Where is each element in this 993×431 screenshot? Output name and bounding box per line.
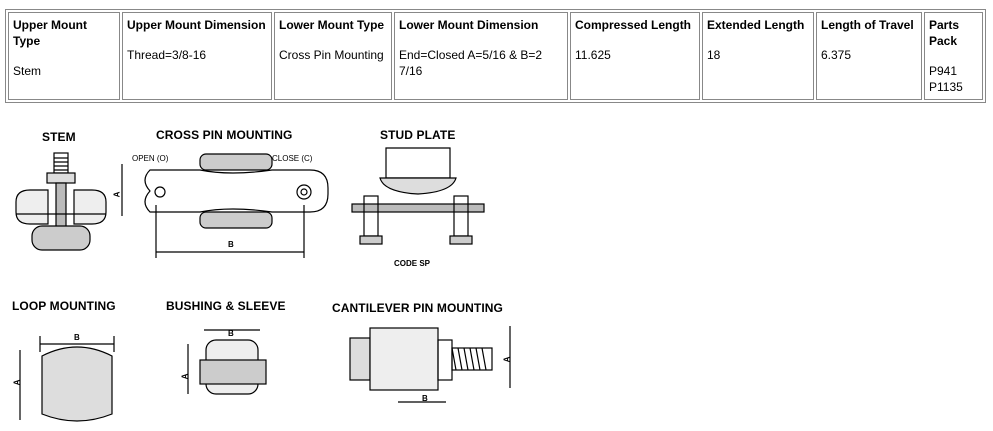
header-cell-lower-mount-dimension: Lower Mount Dimension End=Closed A=5/16 & B=2 7/16: [394, 12, 568, 100]
cross-pin-drawing: [122, 154, 328, 258]
label-stem: STEM: [42, 130, 76, 144]
value-lower-mount-type: Cross Pin Mounting: [279, 48, 384, 62]
stem-drawing: [16, 153, 106, 250]
value-upper-mount-dimension: Thread=3/8-16: [127, 48, 207, 62]
dim-a-cross-pin: A: [112, 191, 122, 198]
dim-a-bushing: A: [180, 373, 190, 380]
header-cell-upper-mount-type: Upper Mount Type Stem: [8, 12, 120, 100]
header-cell-lower-mount-type: Lower Mount Type Cross Pin Mounting: [274, 12, 392, 100]
value-compressed-length: 11.625: [575, 48, 611, 62]
header-cell-parts-pack: Parts Pack P941 P1135: [924, 12, 983, 100]
label-bushing-sleeve: BUSHING & SLEEVE: [166, 299, 286, 313]
dim-a-cantilever: A: [502, 356, 512, 363]
header-cell-compressed-length: Compressed Length 11.625: [570, 12, 700, 100]
value-parts-pack: P941 P1135: [929, 64, 963, 94]
stud-plate-drawing: [352, 148, 484, 244]
label-open: OPEN (O): [132, 154, 169, 163]
dim-b-cross-pin: B: [228, 240, 234, 249]
value-upper-mount-type: Stem: [13, 64, 42, 78]
value-lower-mount-dimension: End=Closed A=5/16 & B=2 7/16: [399, 48, 543, 78]
dim-b-loop: B: [74, 333, 80, 342]
label-cantilever-pin-mounting: CANTILEVER PIN MOUNTING: [332, 301, 503, 315]
cantilever-drawing: [350, 326, 510, 402]
header-cell-upper-mount-dimension: Upper Mount Dimension Thread=3/8-16: [122, 12, 272, 100]
value-extended-length: 18: [707, 48, 721, 62]
label-code-sp: CODE SP: [394, 259, 431, 268]
dim-a-loop: A: [12, 379, 22, 386]
loop-drawing: [20, 336, 114, 421]
label-stud-plate: STUD PLATE: [380, 128, 456, 142]
bushing-drawing: [188, 330, 266, 394]
label-close: CLOSE (C): [272, 154, 313, 163]
header-cell-length-of-travel: Length of Travel 6.375: [816, 12, 922, 100]
dim-b-bushing: B: [228, 329, 234, 338]
label-loop-mounting: LOOP MOUNTING: [12, 299, 116, 313]
label-cross-pin-mounting: CROSS PIN MOUNTING: [156, 128, 293, 142]
header-cell-extended-length: Extended Length 18: [702, 12, 814, 100]
value-length-of-travel: 6.375: [821, 48, 852, 62]
dim-b-cantilever: B: [422, 394, 428, 403]
